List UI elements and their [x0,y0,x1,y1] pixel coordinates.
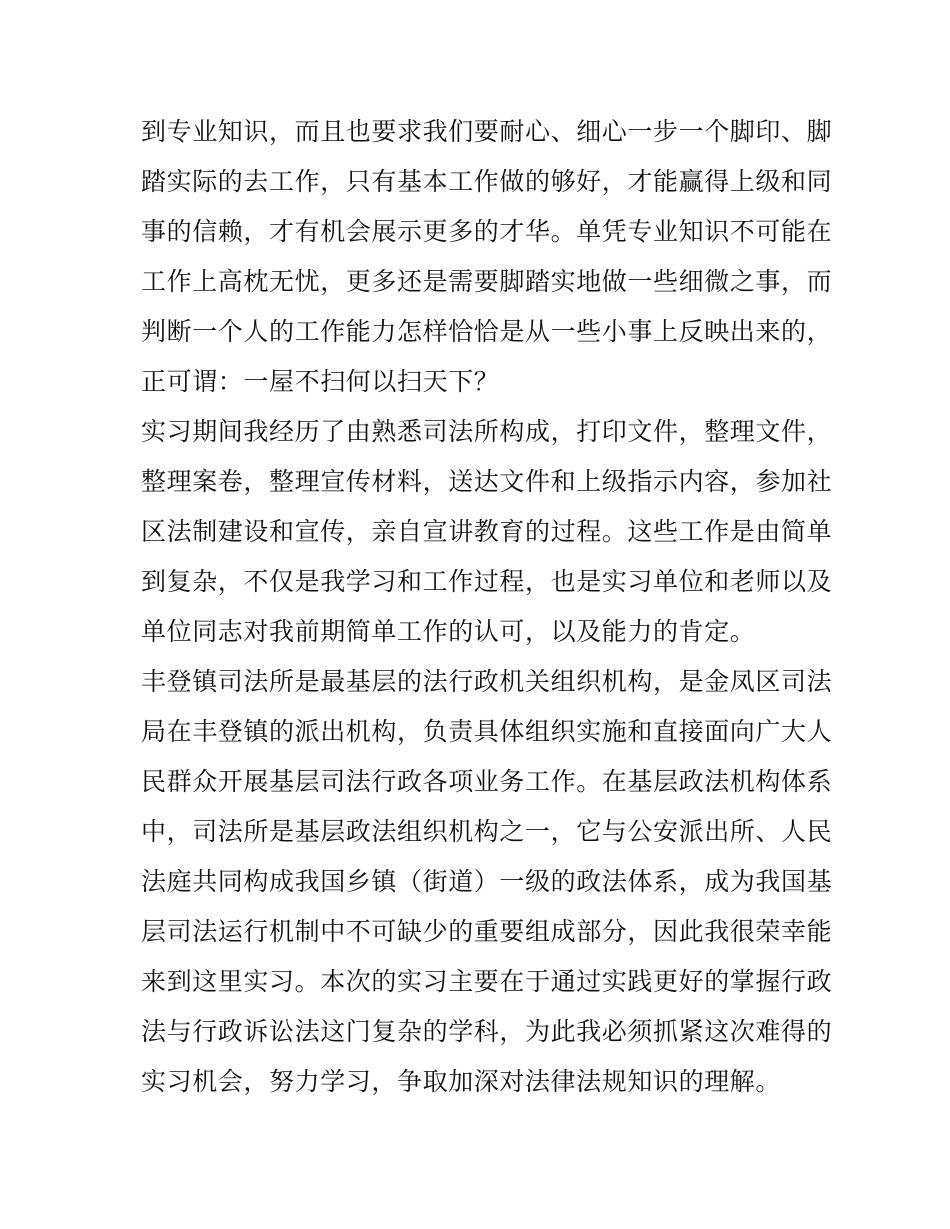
text-line: 事的信赖，才有机会展示更多的才华。单凭专业知识不可能在 [141,217,833,246]
text-line: 法与行政诉讼法这门复杂的学科，为此我必须抓紧这次难得的 [141,1017,833,1046]
text-line: 到专业知识，而且也要求我们要耐心、细心一步一个脚印、脚 [141,117,833,146]
text-line: 丰登镇司法所是最基层的法行政机关组织机构，是金凤区司法 [141,667,833,696]
text-line: 单位同志对我前期简单工作的认可，以及能力的肯定。 [141,617,756,646]
text-line: 实习机会，努力学习，争取加深对法律法规知识的理解。 [141,1067,782,1096]
text-line: 局在丰登镇的派出机构，负责具体组织实施和直接面向广大人 [141,717,833,746]
text-line: 实习期间我经历了由熟悉司法所构成，打印文件，整理文件， [141,417,833,446]
text-line: 工作上高枕无忧，更多还是需要脚踏实地做一些细微之事，而 [141,267,833,296]
document-body [141,107,833,1107]
text-line: 踏实际的去工作，只有基本工作做的够好，才能赢得上级和同 [141,167,833,196]
text-line: 区法制建设和宣传，亲自宣讲教育的过程。这些工作是由简单 [141,517,833,546]
text-line: 到复杂，不仅是我学习和工作过程，也是实习单位和老师以及 [141,567,833,596]
text-line: 整理案卷，整理宣传材料，送达文件和上级指示内容，参加社 [141,467,833,496]
text-line: 法庭共同构成我国乡镇（街道）一级的政法体系，成为我国基 [141,867,833,896]
text-line: 判断一个人的工作能力怎样恰恰是从一些小事上反映出来的， [141,317,833,346]
text-line: 民群众开展基层司法行政各项业务工作。在基层政法机构体系 [141,767,833,796]
text-line: 中，司法所是基层政法组织机构之一，它与公安派出所、人民 [141,817,833,846]
text-line: 层司法运行机制中不可缺少的重要组成部分，因此我很荣幸能 [141,917,833,946]
text-line: 来到这里实习。本次的实习主要在于通过实践更好的掌握行政 [141,967,833,996]
text-line: 正可谓：一屋不扫何以扫天下？ [141,367,500,396]
